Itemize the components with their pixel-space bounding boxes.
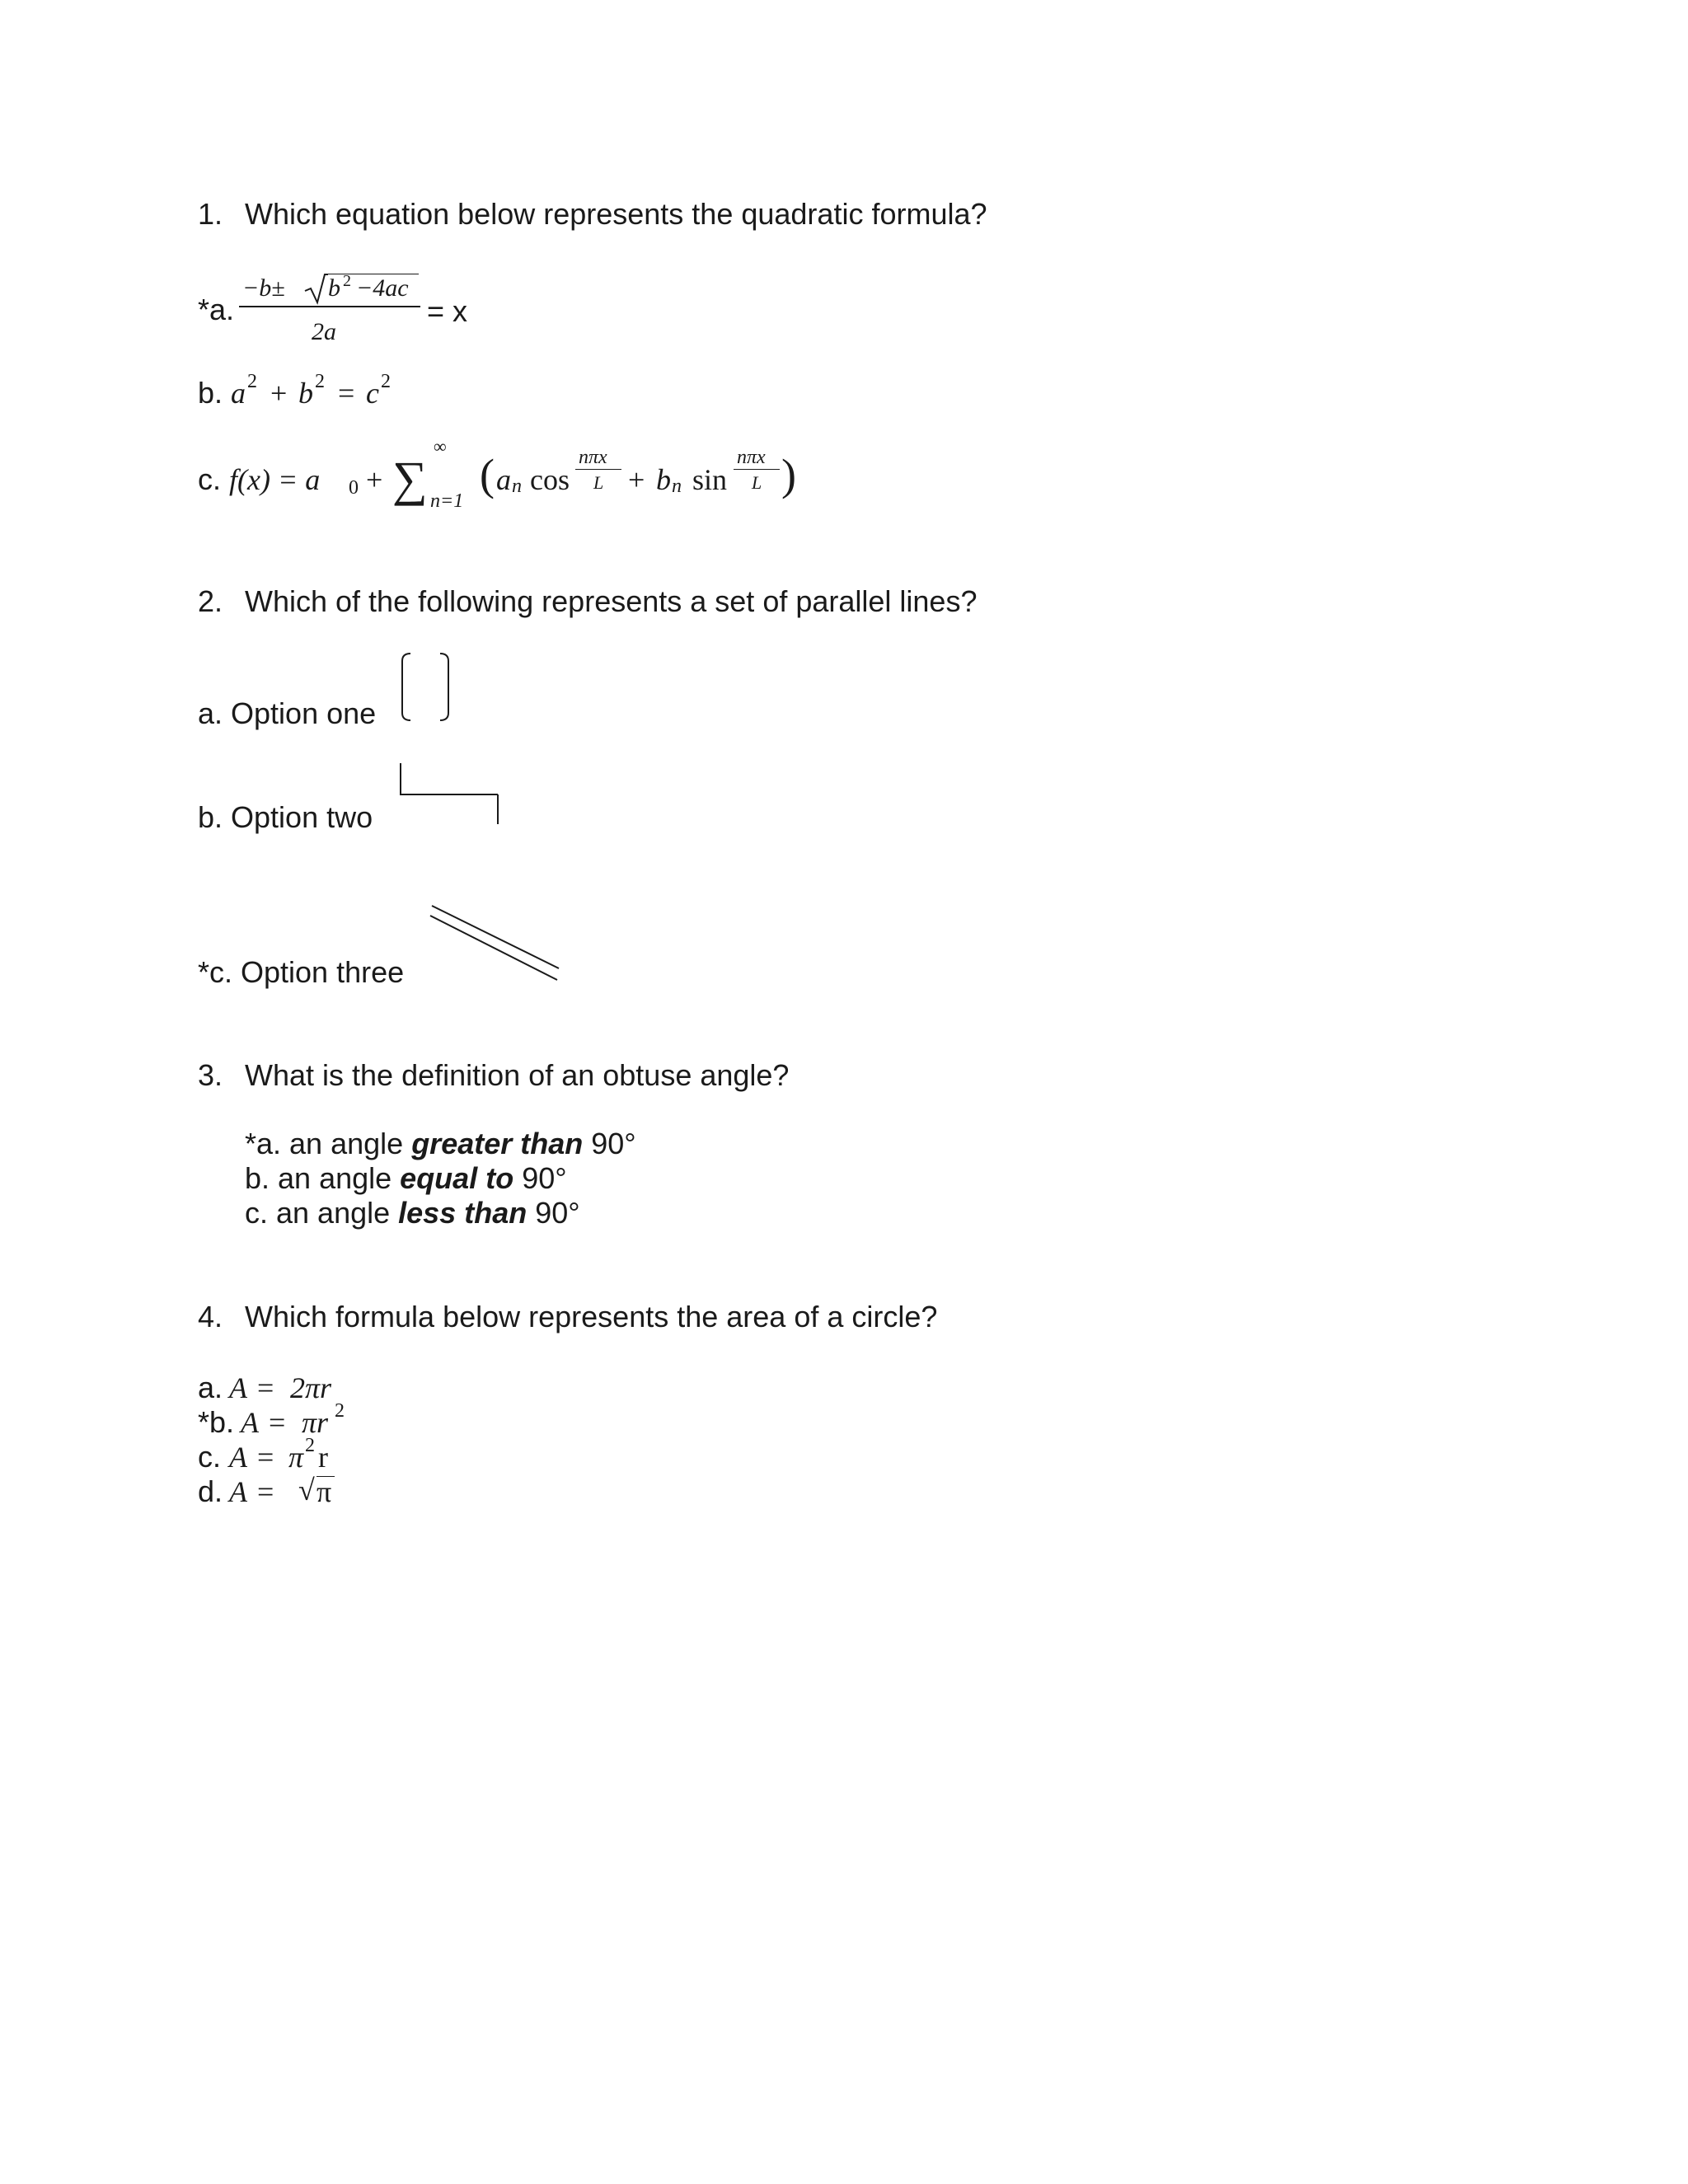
quadratic-radicand-exp: 2	[343, 272, 351, 290]
q3-option-c-label: c. an angle	[245, 1196, 391, 1230]
q4-option-a-lhs: A	[229, 1371, 247, 1404]
radical-sign-icon	[303, 273, 328, 306]
question-4-text: Which formula below represents the area of a circle?	[245, 1300, 938, 1333]
q4-option-c-pi: π	[288, 1441, 304, 1474]
q4-option-c-label: c.	[198, 1440, 222, 1474]
q4-option-b-rhs: πr	[302, 1406, 329, 1439]
fourier-rparen: )	[781, 450, 796, 499]
q1-option-c-label: c.	[198, 462, 222, 496]
fourier-lhs: f(x) = a	[229, 463, 321, 496]
q4-option-a-eq: =	[257, 1371, 274, 1404]
pyth-c: c	[366, 377, 379, 410]
quadratic-radicand-b: b	[328, 274, 340, 302]
q2-option-c-label: *c. Option three	[198, 955, 405, 989]
q4-option-c-eq: =	[257, 1441, 274, 1474]
quadratic-rhs: = x	[427, 294, 468, 328]
fourier-an-sub: n	[512, 476, 522, 497]
parallel-lines-icon	[429, 902, 560, 985]
q3-option-c	[245, 1198, 580, 1228]
q4-option-d-label: d.	[198, 1474, 223, 1508]
q3-option-c-emphasis: less than	[398, 1196, 528, 1230]
q4-option-b-exp: 2	[335, 1400, 345, 1422]
fourier-frac1-bar	[575, 469, 621, 470]
fourier-sub-n1: n=1	[430, 490, 464, 512]
q4-option-c-lhs: A	[229, 1441, 247, 1474]
q3-option-c-value: 90°	[535, 1196, 580, 1230]
question-3-text: What is the definition of an obtuse angle?	[245, 1058, 790, 1092]
q3-option-a	[245, 1129, 636, 1159]
fourier-sub0: 0	[349, 477, 359, 499]
right-angle-lines-icon	[397, 760, 504, 826]
fourier-bn: b	[656, 463, 671, 496]
q4-option-b-eq: =	[269, 1406, 286, 1439]
pyth-a: a	[231, 377, 246, 410]
question-3-number: 3.	[198, 1058, 223, 1092]
pyth-b-exp: 2	[315, 371, 325, 392]
pyth-c-exp: 2	[381, 371, 391, 392]
bracket-lines-icon	[399, 651, 457, 725]
question-1-text: Which equation below represents the quadratic formula?	[245, 197, 987, 231]
fourier-an: a	[496, 463, 511, 496]
quadratic-denominator: 2a	[312, 318, 336, 345]
pyth-a-exp: 2	[247, 371, 257, 392]
q3-option-a-value: 90°	[591, 1127, 636, 1160]
fourier-frac1-num: nπx	[579, 447, 607, 468]
q4-option-c-tail: r	[318, 1441, 328, 1474]
q4-option-a-label: a.	[198, 1371, 223, 1404]
question-2-text: Which of the following represents a set of parallel lines?	[245, 584, 978, 618]
fourier-frac2-den: L	[752, 472, 762, 493]
q4-option-a-rhs: 2πr	[290, 1371, 332, 1404]
fourier-frac2-bar	[734, 469, 780, 470]
fourier-bn-sub: n	[672, 476, 682, 497]
q4-option-d-rhs: π	[316, 1475, 332, 1508]
question-2-number: 2.	[198, 584, 223, 618]
q4-option-d-lhs: A	[229, 1475, 247, 1508]
q4-option-b-label: *b.	[198, 1405, 235, 1439]
q4-option-d-eq: =	[257, 1475, 274, 1508]
q1-option-b-label: b.	[198, 376, 223, 410]
q3-option-b-label: b. an angle	[245, 1161, 392, 1195]
pyth-b: b	[298, 377, 313, 410]
sqrt-icon: √	[298, 1474, 315, 1507]
quadratic-radicand-tail: −4ac	[356, 274, 409, 302]
pyth-plus: +	[270, 377, 288, 410]
fourier-cos: cos	[530, 463, 570, 496]
quadratic-fraction-bar	[239, 306, 420, 307]
q1-option-a-label: *a.	[198, 293, 235, 326]
fourier-frac2-num: nπx	[737, 447, 766, 468]
fourier-plus: +	[366, 463, 383, 496]
fourier-sup-inf: ∞	[434, 436, 447, 457]
q3-option-b-emphasis: equal to	[400, 1161, 514, 1195]
q4-option-c-exp: 2	[305, 1435, 315, 1456]
question-4-number: 4.	[198, 1300, 223, 1333]
fourier-plus2: +	[628, 463, 645, 496]
fourier-lparen: (	[480, 450, 495, 499]
pyth-eq: =	[338, 377, 355, 410]
q3-option-a-emphasis: greater than	[411, 1127, 584, 1160]
q2-option-b-label: b. Option two	[198, 800, 373, 834]
quadratic-numerator-lead: −b±	[242, 274, 285, 302]
q4-option-b-lhs: A	[241, 1406, 259, 1439]
fourier-sin: sin	[692, 463, 728, 496]
question-1-number: 1.	[198, 197, 223, 231]
q2-option-a-label: a. Option one	[198, 696, 377, 730]
sigma-icon: ∑	[392, 452, 428, 506]
q3-option-b	[245, 1161, 567, 1195]
q3-option-b-value: 90°	[522, 1161, 567, 1195]
fourier-frac1-den: L	[593, 472, 604, 493]
q3-option-a-label: *a. an angle	[245, 1127, 404, 1160]
